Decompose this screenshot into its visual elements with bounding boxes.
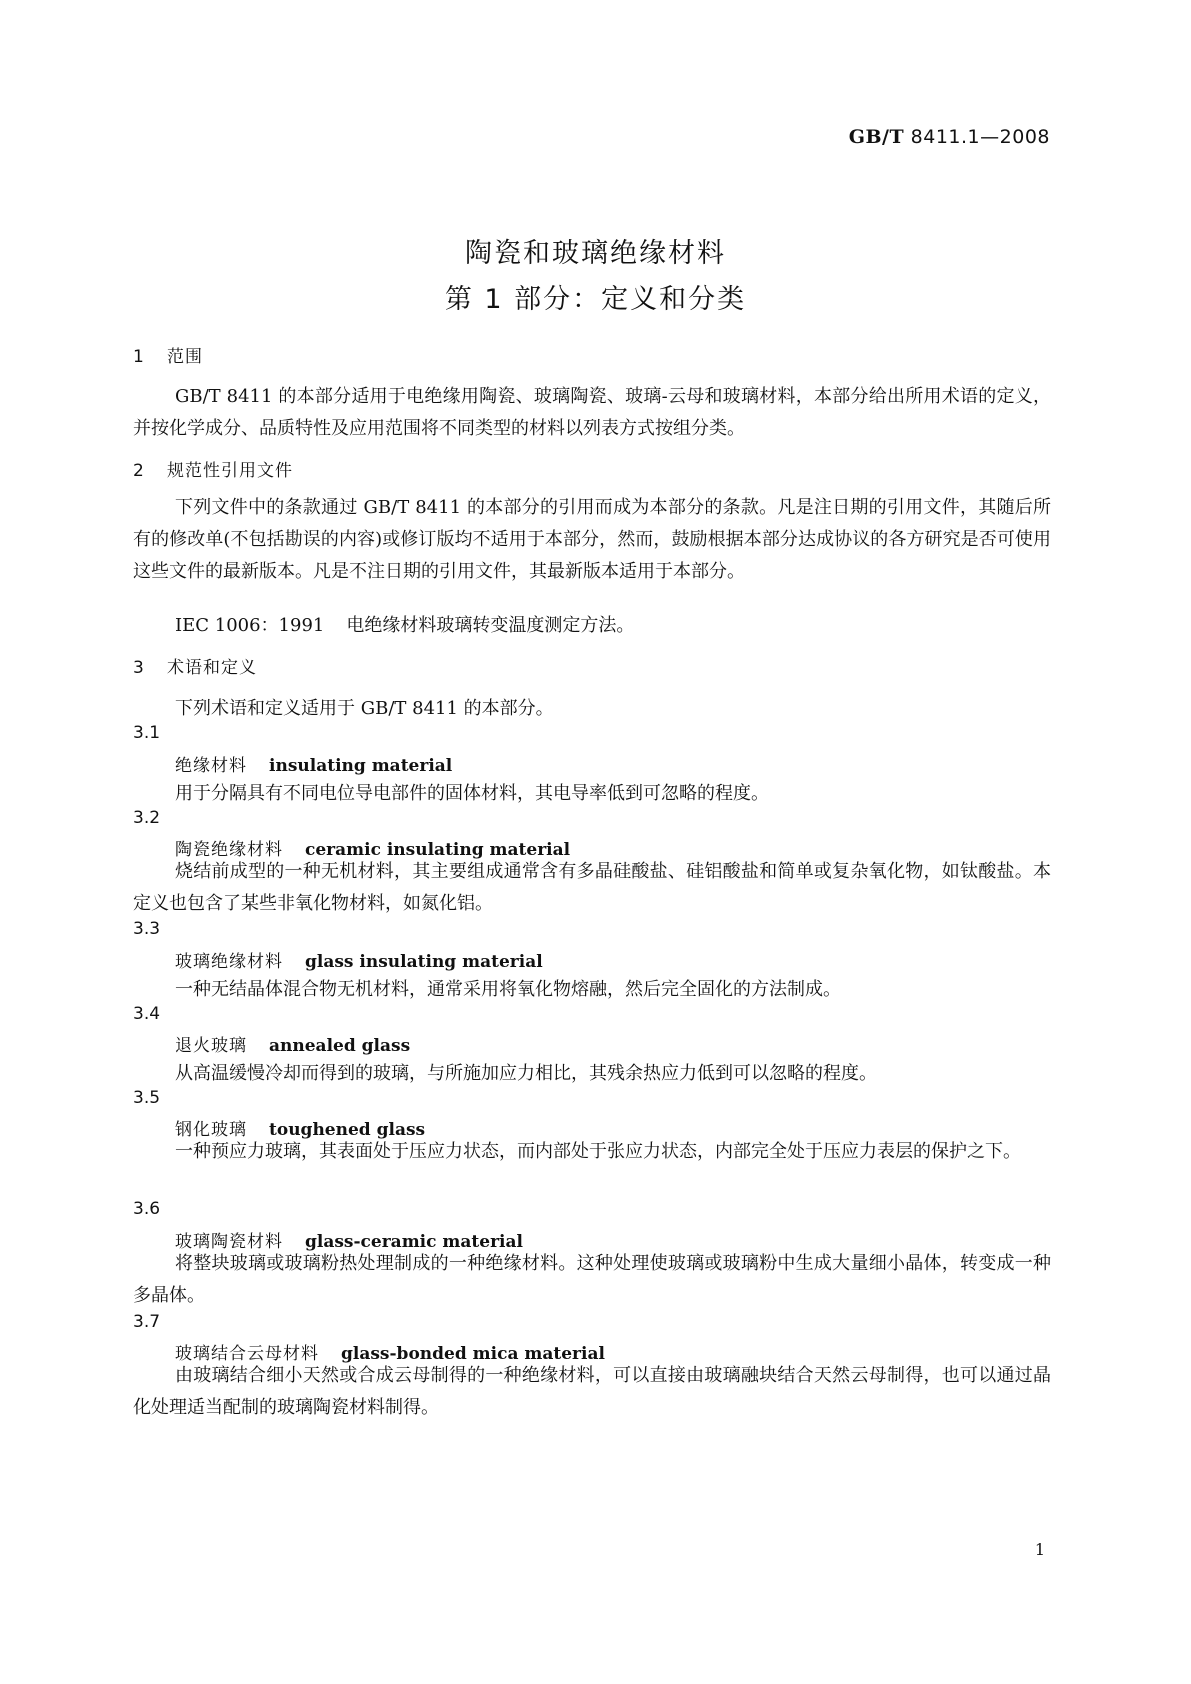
title-line-1: 陶瓷和玻璃绝缘材料	[465, 238, 726, 269]
document-code	[849, 126, 1050, 148]
term-en: annealed glass	[269, 1036, 411, 1056]
normative-reference	[175, 611, 634, 637]
term-definition: 一种预应力玻璃，其表面处于压应力状态，而内部处于张应力状态，内部完全处于压应力表层的保护之下。	[175, 1141, 1021, 1162]
section-number: 2	[133, 461, 145, 481]
term-en: glass-bonded mica material	[341, 1344, 605, 1364]
term-definition: 将整块玻璃或玻璃粉热处理制成的一种绝缘材料。这种处理使玻璃或玻璃粉中生成大量细小晶体，转变成一种多晶体。	[133, 1253, 1051, 1306]
term-cn: 退火玻璃	[175, 1036, 247, 1056]
section-title: 规范性引用文件	[167, 461, 293, 481]
standard-prefix: GB/T	[848, 126, 905, 148]
term-number: 3.1	[133, 723, 161, 743]
reference-code: IEC 1006：1991	[175, 615, 325, 636]
page-number: 1	[1034, 1540, 1045, 1559]
term-cn: 玻璃绝缘材料	[175, 952, 283, 972]
term-cn: 绝缘材料	[175, 756, 247, 776]
term-definition: 一种无结晶体混合物无机材料，通常采用将氧化物熔融，然后完全固化的方法制成。	[175, 979, 841, 1000]
title-line-2: 第 1 部分：定义和分类	[444, 284, 747, 315]
term-heading	[175, 751, 452, 776]
term-en: glass-ceramic material	[305, 1232, 523, 1252]
term-en: ceramic insulating material	[305, 840, 571, 860]
section-3-heading	[133, 653, 257, 678]
section-number: 3	[133, 658, 145, 678]
term-number: 3.5	[133, 1088, 161, 1108]
term-cn: 玻璃结合云母材料	[175, 1344, 319, 1364]
term-number: 3.2	[133, 808, 161, 828]
section-title: 术语和定义	[167, 658, 257, 678]
section-number: 1	[133, 347, 145, 367]
term-definition: 从高温缓慢冷却而得到的玻璃，与所施加应力相比，其残余热应力低到可以忽略的程度。	[175, 1063, 877, 1084]
section-2-body: 下列文件中的条款通过 GB/T 8411 的本部分的引用而成为本部分的条款。凡是注日期的引用文件，其随后所有的修改单(不包括勘误的内容)或修订版均不适用于本部分，然而，鼓励根据本部分达成协议的各方研究是否可使用这些文件的最新版本。凡是不注日期的引用文件，其最新版本适用于本部分。	[133, 497, 1051, 582]
section-2-heading	[133, 456, 293, 481]
term-definition: 由玻璃结合细小天然或合成云母制得的一种绝缘材料，可以直接由玻璃融块结合天然云母制得，也可以通过晶化处理适当配制的玻璃陶瓷材料制得。	[133, 1365, 1051, 1418]
term-heading	[175, 947, 543, 972]
term-en: insulating material	[269, 756, 453, 776]
term-number: 3.4	[133, 1004, 161, 1024]
term-number: 3.3	[133, 919, 161, 939]
section-1-body: GB/T 8411 的本部分适用于电绝缘用陶瓷、玻璃陶瓷、玻璃-云母和玻璃材料，本部分给出所用术语的定义，并按化学成分、品质特性及应用范围将不同类型的材料以列表方式按组分类。	[133, 386, 1051, 439]
term-definition: 烧结前成型的一种无机材料，其主要组成通常含有多晶硅酸盐、硅铝酸盐和简单或复杂氧化物，如钛酸盐。本定义也包含了某些非氧化物材料，如氮化铝。	[133, 861, 1051, 914]
term-heading	[175, 1031, 410, 1056]
section-1-heading	[133, 342, 203, 367]
term-number: 3.6	[133, 1199, 161, 1219]
term-number: 3.7	[133, 1312, 161, 1332]
term-en: toughened glass	[269, 1120, 426, 1140]
term-cn: 陶瓷绝缘材料	[175, 840, 283, 860]
term-cn: 钢化玻璃	[175, 1120, 247, 1140]
term-cn: 玻璃陶瓷材料	[175, 1232, 283, 1252]
section-3-intro: 下列术语和定义适用于 GB/T 8411 的本部分。	[175, 698, 554, 719]
section-title: 范围	[167, 347, 203, 367]
standard-number: 8411.1—2008	[910, 126, 1050, 148]
reference-title: 电绝缘材料玻璃转变温度测定方法。	[346, 615, 635, 636]
term-en: glass insulating material	[305, 952, 543, 972]
term-definition: 用于分隔具有不同电位导电部件的固体材料，其电导率低到可忽略的程度。	[175, 783, 769, 804]
